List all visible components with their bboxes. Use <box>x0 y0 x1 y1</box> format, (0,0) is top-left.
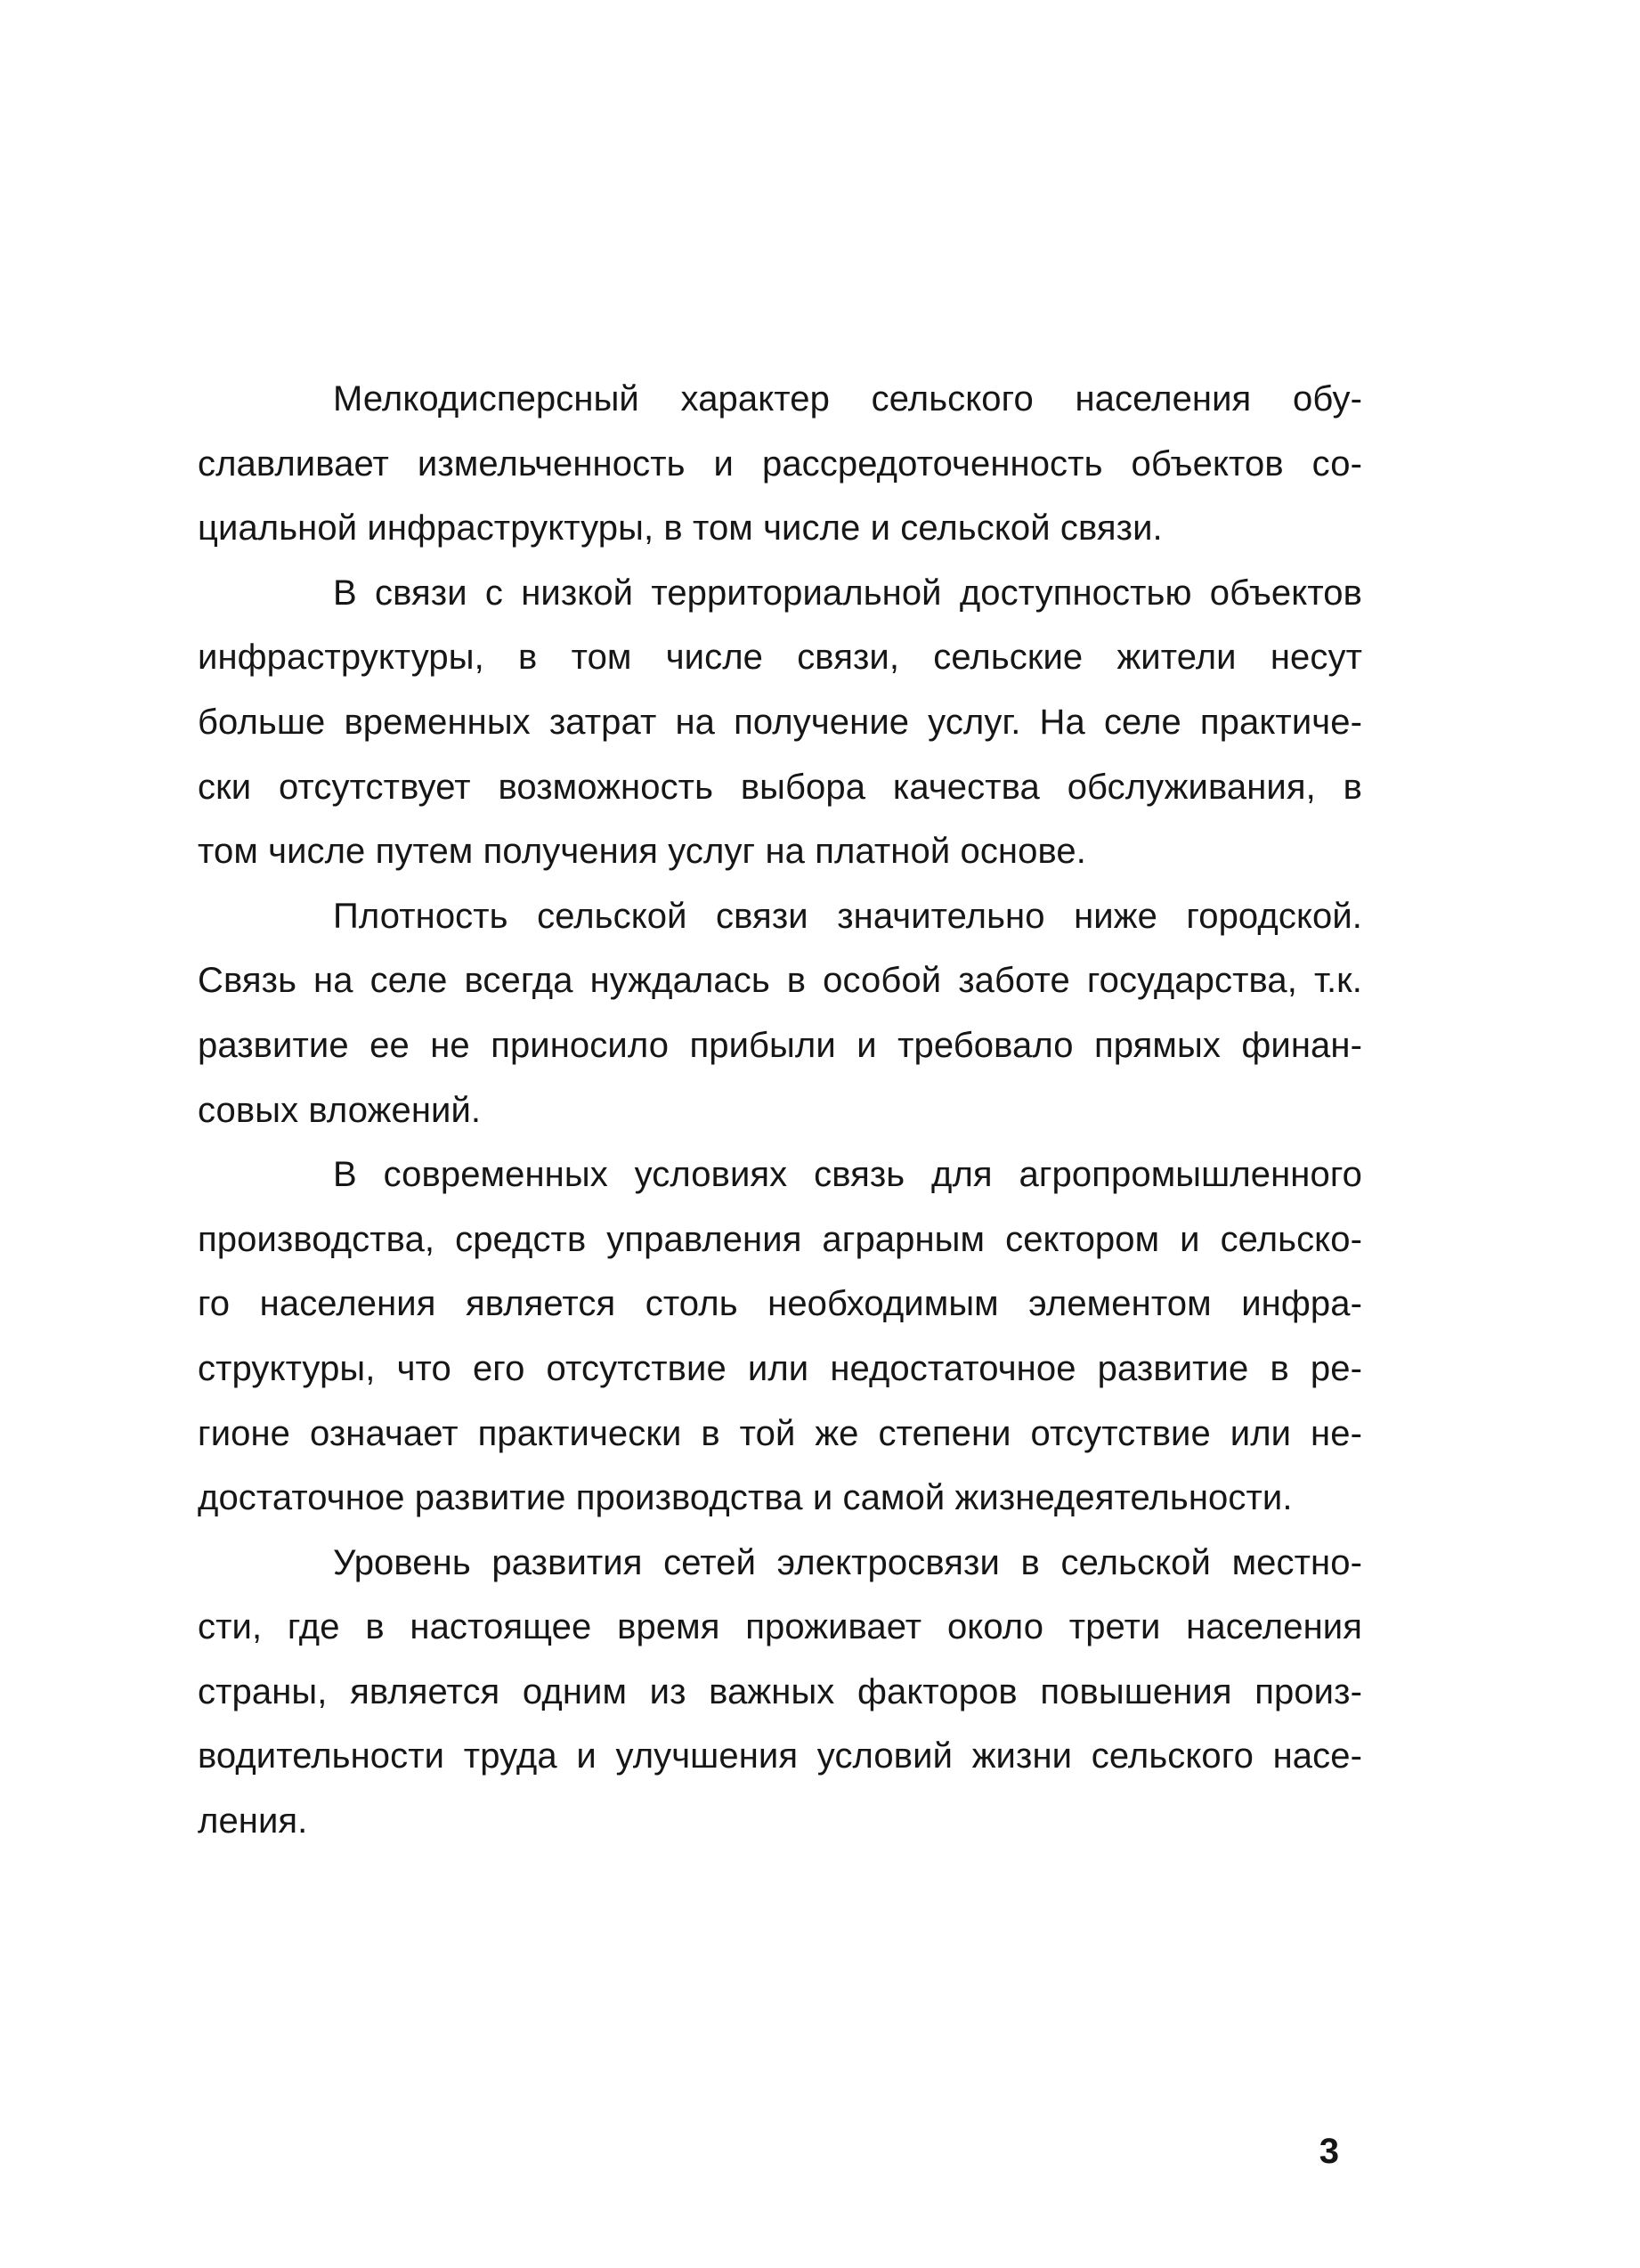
paragraph-2-line-3: больше временных затрат на получение услуг. На селе практиче- <box>198 702 1362 742</box>
body-text <box>198 367 1362 1854</box>
paragraph-1-line-2: славливает измельченность и рассредоточенность объектов со- <box>198 443 1362 484</box>
paragraph-5-line-5: ления. <box>198 1801 308 1841</box>
paragraph-4-line-2: производства, средств управления аграрным сектором и сельско- <box>198 1219 1362 1259</box>
paragraph-5-line-4: водительности труда и улучшения условий жизни сельского насе- <box>198 1736 1362 1776</box>
paragraph-2-line-2: инфраструктуры, в том числе связи, сельские жители несут <box>198 638 1362 678</box>
paragraph-3-line-4: совых вложений. <box>198 1090 482 1130</box>
page-number: 3 <box>1319 2132 1339 2171</box>
paragraph-2-line-5: том числе путем получения услуг на платной основе. <box>198 832 1086 872</box>
paragraph-4-line-6: достаточное развитие производства и самой жизнедеятельности. <box>198 1478 1293 1518</box>
paragraph-2-line-4: ски отсутствует возможность выбора качества обслуживания, в <box>198 767 1362 807</box>
paragraph-5-line-3: страны, является одним из важных факторов повышения произ- <box>198 1671 1362 1711</box>
paragraph-1-line-3: циальной инфраструктуры, в том числе и сельской связи. <box>198 508 1163 549</box>
paragraph-3-line-3: развитие ее не приносило прибыли и требовало прямых финан- <box>198 1025 1362 1065</box>
paragraph-2-line-1: В связи с низкой территориальной доступностью объектов <box>333 573 1362 613</box>
paragraph-3-line-1: Плотность сельской связи значительно ниже городской. <box>333 896 1362 936</box>
paragraph-5-line-1: Уровень развития сетей электросвязи в сельской местно- <box>333 1542 1362 1582</box>
paragraph-4-line-4: структуры, что его отсутствие или недостаточное развитие в ре- <box>198 1348 1362 1388</box>
paragraph-5-line-2: сти, где в настоящее время проживает около трети населения <box>198 1607 1362 1647</box>
paragraph-4-line-5: гионе означает практически в той же степени отсутствие или не- <box>198 1413 1362 1453</box>
paragraph-4-line-3: го населения является столь необходимым элементом инфра- <box>198 1284 1362 1324</box>
paragraph-1-line-1: Мелкодисперсный характер сельского населения обу- <box>333 379 1362 419</box>
paragraph-4-line-1: В современных условиях связь для агропромышленного <box>333 1155 1362 1195</box>
paragraph-3-line-2: Связь на селе всегда нуждалась в особой заботе государства, т.к. <box>198 961 1362 1001</box>
